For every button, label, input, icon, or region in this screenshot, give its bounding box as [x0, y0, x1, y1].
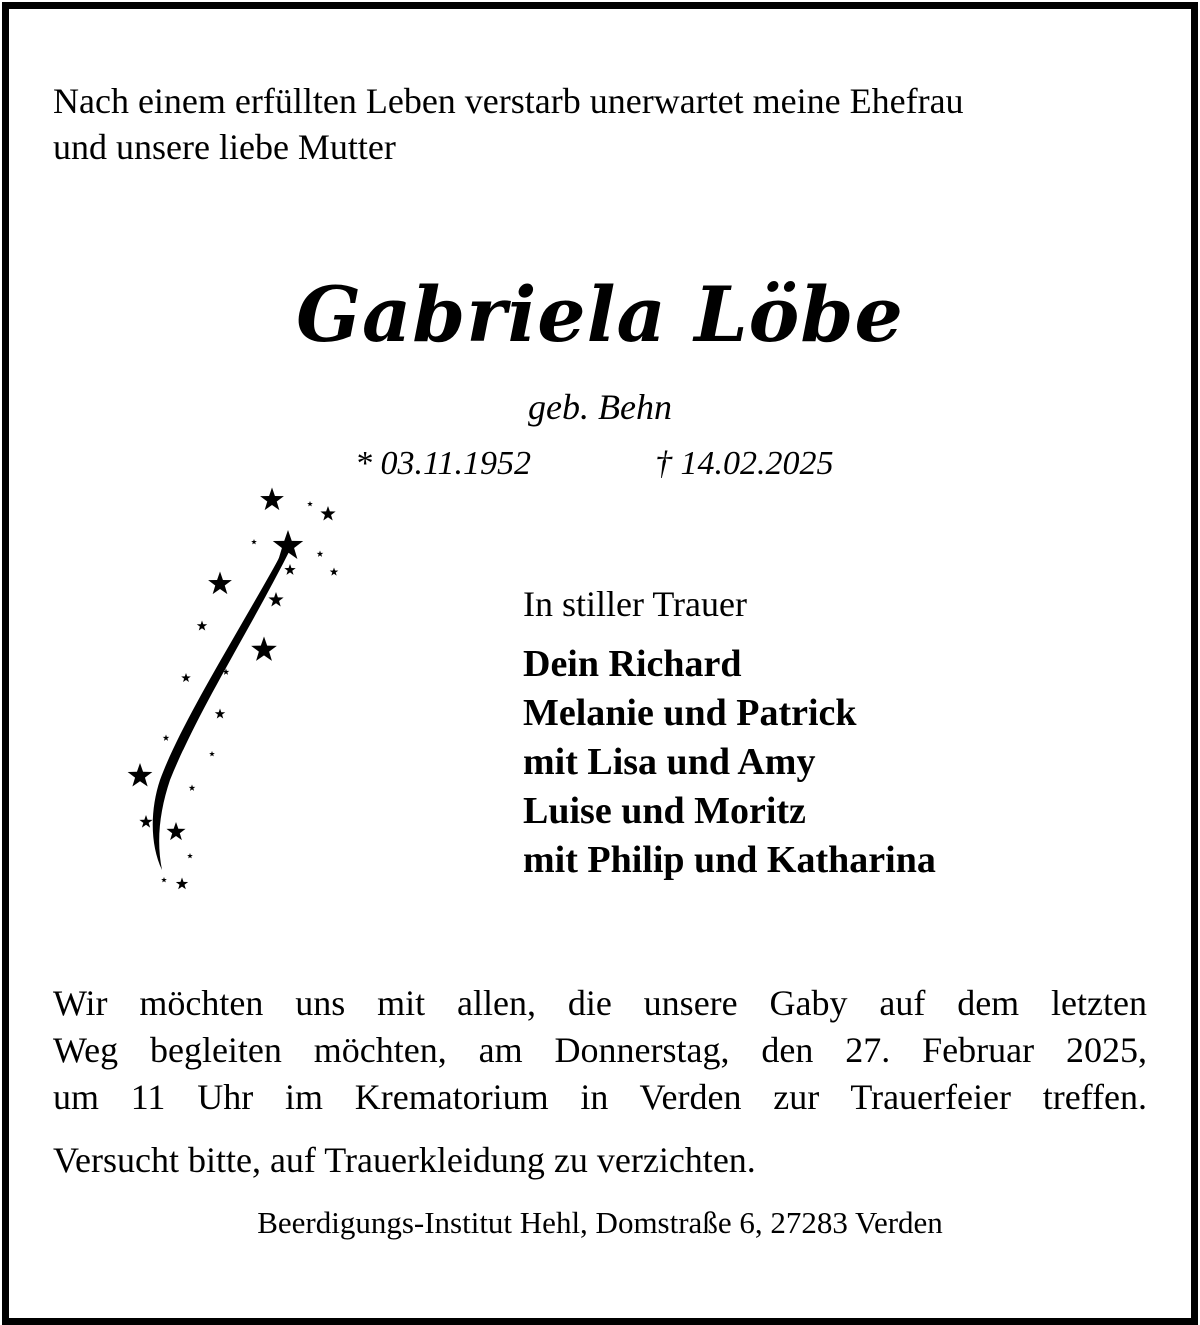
undertaker-address: Beerdigungs-Institut Hehl, Domstraße 6, 27283 Verden — [257, 1205, 943, 1240]
mourners-list — [523, 640, 936, 885]
ceremony-text — [53, 980, 1147, 1121]
mourning-heading: In stiller Trauer — [523, 584, 747, 624]
intro-text — [53, 78, 1153, 170]
intro-line: Nach einem erfüllten Leben verstarb unerwartet meine Ehefrau — [53, 81, 964, 121]
mourner-name: Dein Richard — [523, 643, 742, 685]
shooting-star-icon — [120, 480, 360, 900]
maiden-name: geb. Behn — [528, 387, 672, 427]
dress-request: Versucht bitte, auf Trauerkleidung zu verzichten. — [53, 1140, 756, 1180]
ceremony-line: Weg begleiten möchten, am Donnerstag, den 27. Februar 2025, — [53, 1030, 1147, 1070]
mourner-name: mit Lisa und Amy — [523, 741, 816, 783]
mourner-name: mit Philip und Katharina — [523, 839, 936, 881]
mourner-name: Luise und Moritz — [523, 790, 806, 832]
birth-date: * 03.11.1952 — [355, 445, 531, 482]
deceased-name: Gabriela Löbe — [296, 270, 904, 359]
intro-line: und unsere liebe Mutter — [53, 127, 396, 167]
ceremony-line: um 11 Uhr im Krematorium in Verden zur Trauerfeier treffen. — [53, 1077, 1147, 1117]
ceremony-line: Wir möchten uns mit allen, die unsere Gaby auf dem letzten — [53, 983, 1147, 1023]
mourner-name: Melanie und Patrick — [523, 692, 857, 734]
death-date: † 14.02.2025 — [655, 445, 834, 482]
